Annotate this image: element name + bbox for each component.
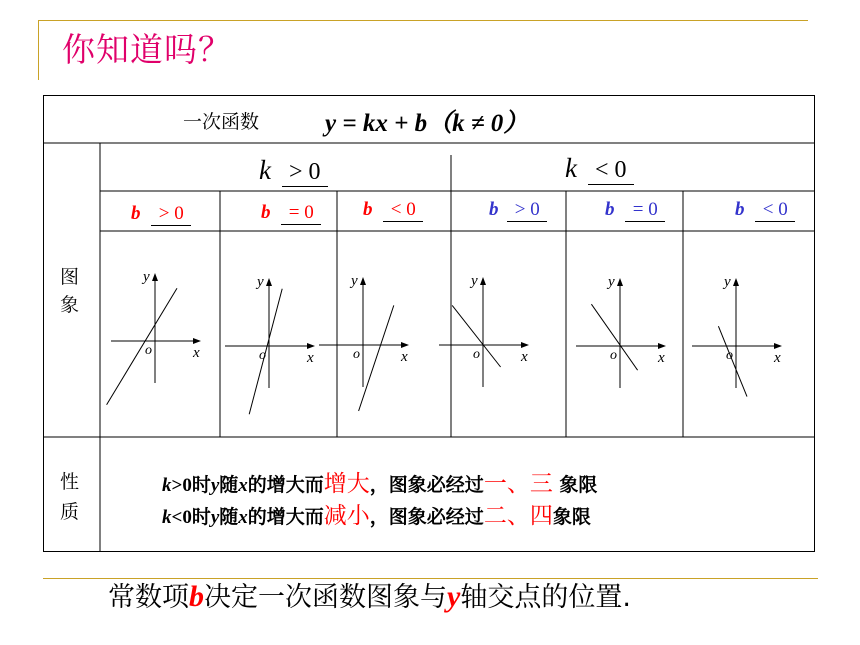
k-symbol: k	[162, 475, 172, 496]
prop-fill-quadrants: 一、三	[483, 471, 553, 497]
b-cond: < 0	[383, 199, 423, 222]
k-symbol: k	[259, 155, 271, 185]
row-label-graph	[60, 263, 79, 319]
x-axis-arrow-icon	[658, 343, 666, 349]
y-axis-label: y	[724, 274, 731, 290]
graph-2	[225, 274, 315, 414]
graph-5	[576, 274, 666, 388]
y-axis-arrow-icon	[480, 277, 486, 285]
origin-label: o	[726, 348, 733, 363]
b-cell-2	[261, 202, 321, 225]
x-axis-arrow-icon	[774, 343, 782, 349]
k-negative-cond: < 0	[588, 157, 634, 185]
x-axis-label: x	[193, 345, 200, 361]
b-cell-4	[489, 199, 547, 222]
x-axis-label: x	[307, 350, 314, 366]
y-axis-arrow-icon	[360, 277, 366, 285]
prop-fill-monotonic: 减小	[323, 503, 370, 529]
y-symbol: y	[210, 475, 220, 496]
title-top-rule	[38, 20, 808, 21]
row-label-properties	[60, 467, 79, 527]
row-label-char: 质	[60, 501, 80, 523]
y-axis-label: y	[351, 273, 358, 289]
prop-text: <0时	[171, 507, 211, 528]
prop-text: >0时	[171, 475, 211, 496]
y-axis-arrow-icon	[266, 278, 272, 286]
bottom-summary	[108, 575, 631, 614]
bottom-text: 决定一次函数图象与	[204, 582, 447, 613]
header-formula: y = kx + b（k ≠ 0）	[325, 110, 529, 137]
prop-text: 的增大而	[247, 506, 324, 528]
page-title: 你知道吗？	[62, 30, 232, 69]
x-axis-arrow-icon	[193, 338, 201, 344]
b-symbol: b	[131, 203, 141, 224]
origin-label: o	[259, 348, 266, 363]
origin-label: o	[353, 347, 360, 362]
b-symbol: b	[261, 202, 271, 223]
graph-1	[107, 269, 201, 405]
prop-fill-monotonic: 增大	[323, 471, 370, 497]
row-label-char: 图	[60, 266, 80, 288]
b-cond: = 0	[281, 202, 321, 225]
k-positive-cond: > 0	[282, 159, 328, 187]
header-label: 一次函数	[183, 111, 260, 133]
function-table	[43, 95, 815, 552]
x-axis-label: x	[521, 349, 528, 365]
y-symbol: y	[210, 507, 220, 528]
b-cell-5	[605, 199, 665, 222]
b-cell-1	[131, 203, 191, 226]
function-line	[359, 305, 394, 411]
x-axis-arrow-icon	[307, 343, 315, 349]
prop-text: 象限	[552, 506, 591, 528]
graph-3	[319, 273, 409, 411]
b-cond: > 0	[507, 199, 547, 222]
y-axis-arrow-icon	[733, 278, 739, 286]
row-label-char: 性	[60, 471, 80, 493]
x-axis-label: x	[401, 349, 408, 365]
b-cell-6	[735, 199, 795, 222]
prop-text: ，图象必经过	[369, 506, 484, 528]
b-cond: > 0	[151, 203, 191, 226]
prop-text: 随	[219, 506, 239, 528]
k-positive-header	[259, 155, 328, 187]
origin-label: o	[610, 348, 617, 363]
x-symbol: x	[238, 507, 248, 528]
y-axis-label: y	[471, 273, 478, 289]
function-line	[107, 288, 177, 405]
y-symbol: y	[447, 580, 461, 613]
k-symbol: k	[162, 507, 172, 528]
prop-text: ，图象必经过	[369, 474, 484, 496]
b-symbol: b	[363, 199, 373, 220]
prop-text: 象限	[552, 474, 598, 496]
bottom-text: 常数项	[108, 582, 189, 613]
y-axis-label: y	[608, 274, 615, 290]
graph-4	[439, 273, 529, 387]
row-label-char: 象	[60, 294, 80, 316]
graph-6	[692, 274, 782, 397]
y-axis-label: y	[143, 269, 150, 285]
origin-label: o	[145, 343, 152, 358]
y-axis-arrow-icon	[152, 273, 158, 281]
x-axis-arrow-icon	[401, 342, 409, 348]
k-negative-header	[565, 153, 634, 185]
b-cond: < 0	[755, 199, 795, 222]
b-cond: = 0	[625, 199, 665, 222]
b-symbol: b	[735, 199, 745, 220]
prop-text: 随	[219, 474, 239, 496]
k-symbol: k	[565, 153, 577, 183]
prop-text: 的增大而	[247, 474, 324, 496]
b-cell-3	[363, 199, 423, 222]
origin-label: o	[473, 347, 480, 362]
graphs-layer	[107, 269, 782, 414]
y-axis-label: y	[257, 274, 264, 290]
b-symbol: b	[605, 199, 615, 220]
x-axis-label: x	[774, 350, 781, 366]
prop-fill-quadrants: 二、四	[483, 503, 553, 529]
bottom-text: 轴交点的位置.	[460, 582, 631, 613]
b-symbol: b	[489, 199, 499, 220]
x-axis-label: x	[658, 350, 665, 366]
b-symbol: b	[189, 580, 204, 613]
y-axis-arrow-icon	[617, 278, 623, 286]
property-line-1	[162, 465, 597, 498]
x-axis-arrow-icon	[521, 342, 529, 348]
x-symbol: x	[238, 475, 248, 496]
title-left-bar	[38, 20, 39, 80]
property-line-2	[162, 497, 591, 530]
